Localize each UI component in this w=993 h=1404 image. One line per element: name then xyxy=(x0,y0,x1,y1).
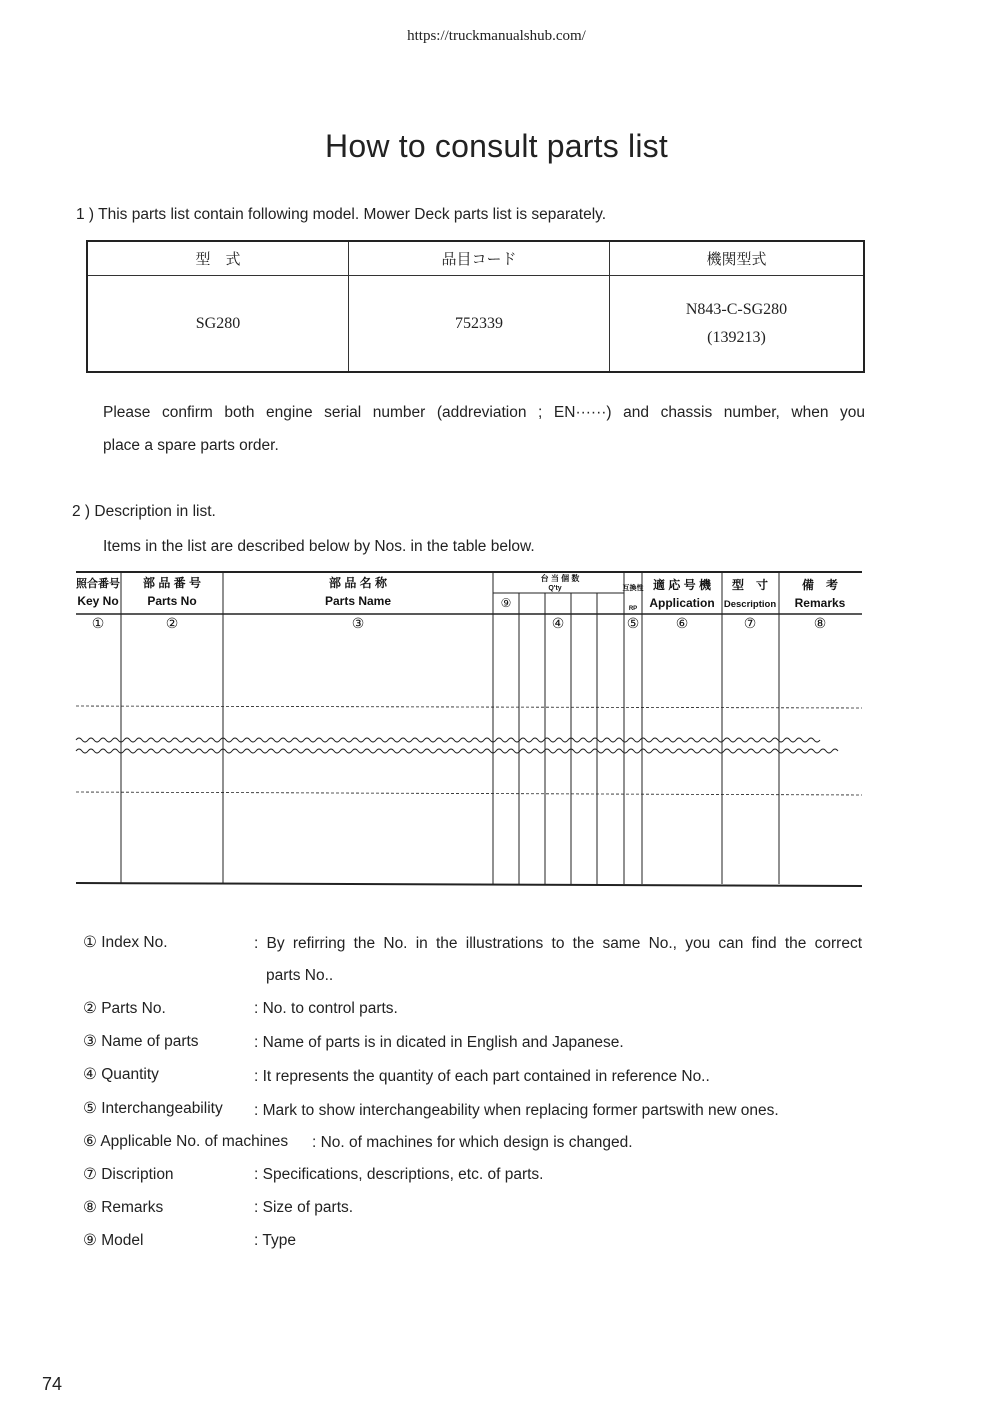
page-number: 74 xyxy=(42,1374,63,1394)
description-jp: 型 寸 xyxy=(731,578,769,592)
description-en: Description xyxy=(723,599,777,610)
marker-2: ② xyxy=(165,615,179,631)
qty-jp: 台 当 個 数 xyxy=(540,574,580,583)
legend-desc-2: : No. to control parts. xyxy=(254,1000,398,1017)
engine-type-header: 機関型式 xyxy=(610,241,865,276)
legend-desc-1-cont: parts No.. xyxy=(266,967,334,984)
legend-label-9: ⑨ Model xyxy=(83,1232,144,1249)
legend-desc-5: : Mark to show interchangeability when replacing former partswith new ones. xyxy=(254,1102,779,1119)
engine-type-line2: (139213) xyxy=(707,328,766,346)
key-no-jp: 照合番号 xyxy=(76,578,120,590)
legend-label-6: ⑥ Applicable No. of machines xyxy=(83,1133,289,1150)
remarks-en: Remarks xyxy=(794,596,846,610)
legend-desc-8: : Size of parts. xyxy=(254,1199,354,1216)
page-title: How to consult parts list xyxy=(325,128,668,164)
marker-3: ③ xyxy=(351,615,365,631)
legend-desc-6: : No. of machines for which design is changed. xyxy=(312,1134,633,1151)
rp-jp: 互換性 xyxy=(622,585,644,592)
legend-desc-9: : Type xyxy=(254,1232,296,1249)
source-url: https://truckmanualshub.com/ xyxy=(407,28,586,44)
legend-label-4: ④ Quantity xyxy=(83,1066,159,1083)
engine-type-line1: N843-C-SG280 xyxy=(685,300,788,318)
item-code-value: 752339 xyxy=(349,276,610,373)
marker-5: ⑤ xyxy=(626,615,640,631)
legend-label-7: ⑦ Discription xyxy=(83,1166,174,1183)
parts-no-jp: 部 品 番 号 xyxy=(142,576,202,590)
parts-name-en: Parts Name xyxy=(324,594,392,608)
model-marker: ⑨ xyxy=(500,596,512,610)
legend-label-8: ⑧ Remarks xyxy=(83,1199,164,1216)
order-note-line2: place a spare parts order. xyxy=(103,437,279,454)
section2-intro: Items in the list are described below by Nos. in the table below. xyxy=(103,538,535,555)
model-value: SG280 xyxy=(87,276,349,373)
marker-7: ⑦ xyxy=(743,615,757,631)
model-header: 型 式 xyxy=(87,241,349,276)
section2-heading: 2 ) Description in list. xyxy=(72,503,216,520)
legend-desc-7: : Specifications, descriptions, etc. of parts. xyxy=(254,1166,544,1183)
key-no-en: Key No xyxy=(77,594,119,608)
application-jp: 適 応 号 機 xyxy=(652,578,712,592)
parts-no-en: Parts No xyxy=(147,594,197,608)
legend-label-2: ② Parts No. xyxy=(83,1000,166,1017)
parts-name-jp: 部 品 名 称 xyxy=(328,576,388,590)
marker-6: ⑥ xyxy=(675,615,689,631)
section1-heading: 1 ) This parts list contain following model. Mower Deck parts list is separately. xyxy=(76,206,607,223)
legend-label-3: ③ Name of parts xyxy=(83,1033,199,1050)
marker-8: ⑧ xyxy=(813,615,827,631)
marker-1: ① xyxy=(91,615,105,631)
qty-en: Q'ty xyxy=(548,585,562,592)
rp-en: RP xyxy=(628,606,638,612)
legend-desc-1: : By refirring the No. in the illustrations to the same No., you can find the correct xyxy=(254,935,862,952)
legend-label-1: ① Index No. xyxy=(83,934,168,951)
legend-desc-4: : It represents the quantity of each part contained in reference No.. xyxy=(254,1068,710,1085)
item-code-header: 品目コード xyxy=(349,241,610,276)
remarks-jp: 備 考 xyxy=(801,578,839,592)
legend-label-5: ⑤ Interchangeability xyxy=(83,1100,223,1117)
application-en: Application xyxy=(649,596,715,610)
legend-desc-3: : Name of parts is in dicated in English and Japanese. xyxy=(254,1034,624,1051)
order-note-line1: Please confirm both engine serial number (addreviation ; EN······) and chassis number, when you xyxy=(103,404,865,421)
marker-4: ④ xyxy=(551,615,565,631)
